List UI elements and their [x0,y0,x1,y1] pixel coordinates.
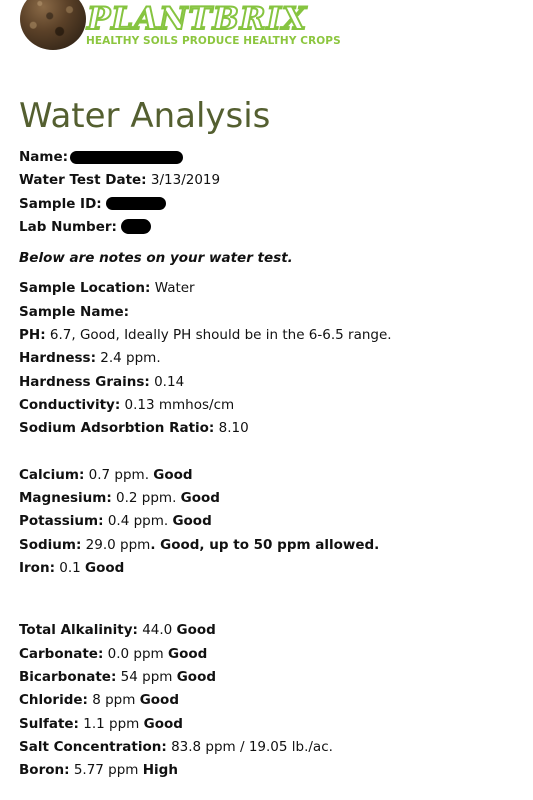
soil-ball-logo-icon [20,0,86,50]
report-body [19,146,524,782]
result-row [19,643,524,666]
result-row [19,534,524,557]
result-label: Calcium: [19,466,85,483]
result-row [19,371,524,394]
brand-logo: PLANTBRIX [87,1,308,37]
result-value: 0.14 [154,373,185,390]
result-label: Sodium Adsorbtion Ratio: [19,420,215,437]
redacted-sample-id [106,197,166,210]
result-status: Good [172,513,212,530]
result-value: 0.13 mmhos/cm [124,396,235,413]
result-label: Hardness Grains: [19,373,150,390]
sample-name-label: Sample Name: [19,303,130,320]
result-label: Conductivity: [19,396,121,413]
result-row [19,394,524,417]
result-row [19,689,524,712]
result-status: Good [143,715,183,732]
result-value: 8.10 [218,420,249,437]
result-status: Good [153,466,193,483]
result-row [19,713,524,736]
notes-intro: Below are notes on your water test. [19,250,293,267]
result-label: Hardness: [19,350,96,367]
name-label: Name: [19,149,69,165]
result-value: 2.4 ppm. [100,350,161,367]
result-value: 6.7, Good, Ideally PH should be in the 6-6.5 range. [49,327,392,344]
result-status: Good [180,490,220,507]
test-date-row [19,169,524,192]
redacted-name [70,151,183,164]
section-gap [19,580,524,619]
header [0,0,533,62]
result-value: 0.4 ppm. [107,513,169,530]
brand-tagline: HEALTHY SOILS PRODUCE HEALTHY CROPS [86,35,341,47]
result-label: Total Alkalinity: [19,622,138,639]
result-status: High [142,762,178,779]
sample-id-label: Sample ID: [19,195,102,212]
result-status: . Good, up to 50 ppm allowed. [150,536,380,553]
result-row [19,417,524,440]
result-row [19,759,524,782]
result-label: Sodium: [19,536,82,553]
result-row [19,347,524,370]
result-value: 29.0 ppm [85,536,151,553]
sample-name-row [19,301,524,324]
result-label: Chloride: [19,692,88,709]
test-date-value: 3/13/2019 [150,172,221,189]
result-value: 1.1 ppm [83,715,140,732]
result-label: Magnesium: [19,490,112,507]
result-row [19,487,524,510]
lab-number-row [19,216,524,239]
result-status: Good [168,645,208,662]
result-value: 5.77 ppm [73,762,139,779]
result-label: Iron: [19,560,55,577]
redacted-lab-number [121,219,151,234]
result-row [19,619,524,642]
page-title: Water Analysis [19,96,271,136]
result-row [19,324,524,347]
test-date-label: Water Test Date: [19,172,147,189]
result-value: 0.7 ppm. [88,466,149,483]
anions-section [19,619,524,782]
result-row [19,736,524,759]
general-section [19,324,524,440]
result-label: Sulfate: [19,715,79,732]
result-value: 83.8 ppm / 19.05 lb./ac. [171,738,333,755]
result-value: 0.2 ppm. [116,490,177,507]
cations-section [19,464,524,580]
section-gap [19,441,524,464]
result-status: Good [176,622,216,639]
notes-intro-row [19,247,524,270]
result-row [19,510,524,533]
result-row [19,464,524,487]
result-value: 0.0 ppm [107,645,164,662]
result-status: Good [139,692,179,709]
result-label: Carbonate: [19,645,104,662]
result-label: Boron: [19,762,70,779]
sample-location-row [19,277,524,300]
sample-location-value: Water [154,280,195,297]
result-label: Bicarbonate: [19,668,117,685]
result-label: PH: [19,327,46,344]
result-status: Good [176,668,217,685]
sample-id-row [19,193,524,216]
lab-number-label: Lab Number: [19,218,117,235]
result-value: 44.0 [142,622,173,639]
result-status: Good [85,560,125,577]
result-label: Potassium: [19,513,104,530]
result-row [19,666,524,689]
result-value: 54 ppm [120,668,173,685]
name-row [19,146,524,169]
result-label: Salt Concentration: [19,738,167,755]
result-row [19,557,524,580]
result-value: 8 ppm [92,692,136,709]
sample-location-label: Sample Location: [19,280,151,297]
result-value: 0.1 [59,560,81,577]
